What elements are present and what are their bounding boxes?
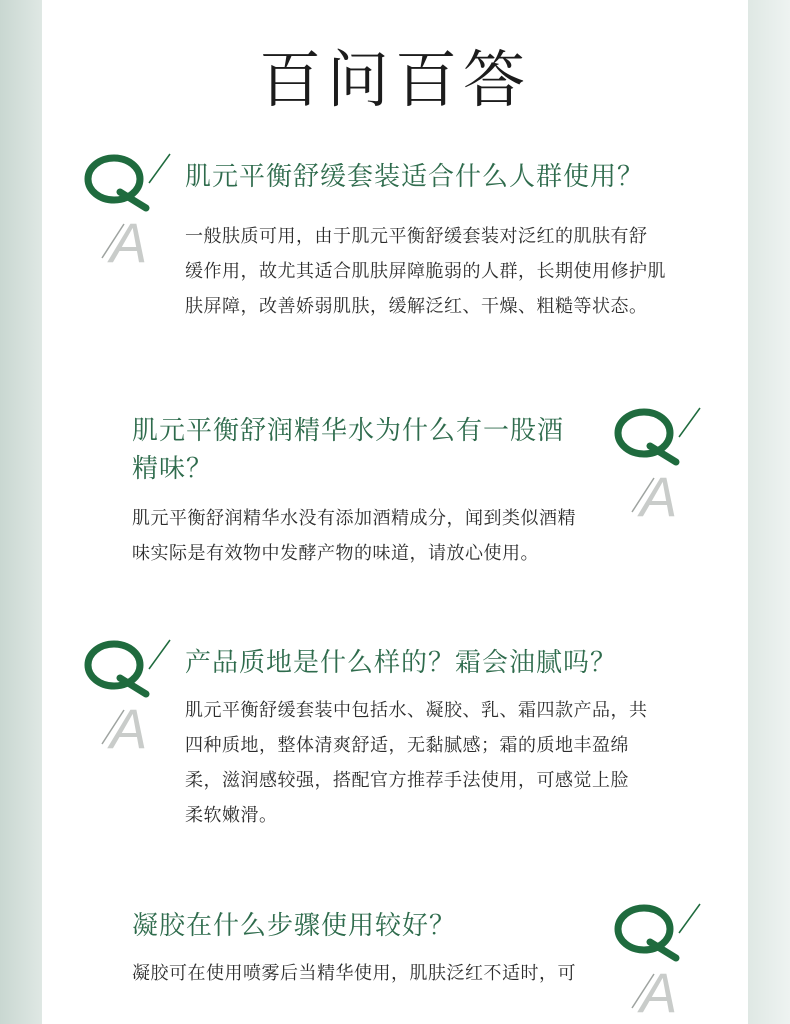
answer-line: 柔，滋润感较强，搭配官方推荐手法使用，可感觉上脸	[185, 770, 629, 791]
page-title: 百问百答	[258, 43, 531, 116]
answer-line: 肌元平衡舒润精华水没有添加酒精成分，闻到类似酒精	[132, 508, 576, 529]
qa-mark	[614, 404, 714, 524]
answer-line: 凝胶可在使用喷雾后当精华使用，肌肤泛红不适时，可	[132, 963, 576, 984]
question-2	[132, 412, 564, 488]
answer-line: 肤屏障，改善娇弱肌肤，缓解泛红、干燥、粗糙等状态。	[185, 296, 648, 317]
a-letter: A	[640, 465, 678, 524]
qa-icon	[614, 404, 714, 524]
qa-mark	[84, 150, 184, 270]
qa-mark	[84, 636, 184, 756]
a-letter: A	[110, 211, 148, 270]
answer-4	[132, 956, 612, 991]
question-line: 精味？	[132, 454, 214, 484]
answer-2	[132, 501, 612, 571]
qa-icon	[614, 900, 714, 1020]
question-4: 凝胶在什么步骤使用较好？	[132, 911, 457, 941]
question-1: 肌元平衡舒缓套装适合什么人群使用？	[185, 162, 645, 192]
answer-1	[185, 219, 705, 324]
question-3: 产品质地是什么样的？霜会油腻吗？	[185, 648, 618, 678]
qa-mark	[614, 900, 714, 1020]
answer-line: 味实际是有效物中发酵产物的味道，请放心使用。	[132, 543, 539, 564]
answer-line: 缓作用，故尤其适合肌肤屏障脆弱的人群，长期使用修护肌	[185, 261, 666, 282]
answer-line: 肌元平衡舒缓套装中包括水、凝胶、乳、霜四款产品，共	[185, 700, 648, 721]
answer-3	[185, 693, 705, 833]
answer-line: 柔软嫩滑。	[185, 805, 278, 826]
answer-line: 四种质地，整体清爽舒适，无黏腻感；霜的质地丰盈绵	[185, 735, 629, 756]
qa-icon	[84, 150, 184, 270]
a-letter: A	[110, 697, 148, 756]
answer-line: 一般肤质可用，由于肌元平衡舒缓套装对泛红的肌肤有舒	[185, 226, 648, 247]
question-line: 肌元平衡舒润精华水为什么有一股酒	[132, 416, 565, 446]
qa-icon	[84, 636, 184, 756]
a-letter: A	[640, 961, 678, 1020]
